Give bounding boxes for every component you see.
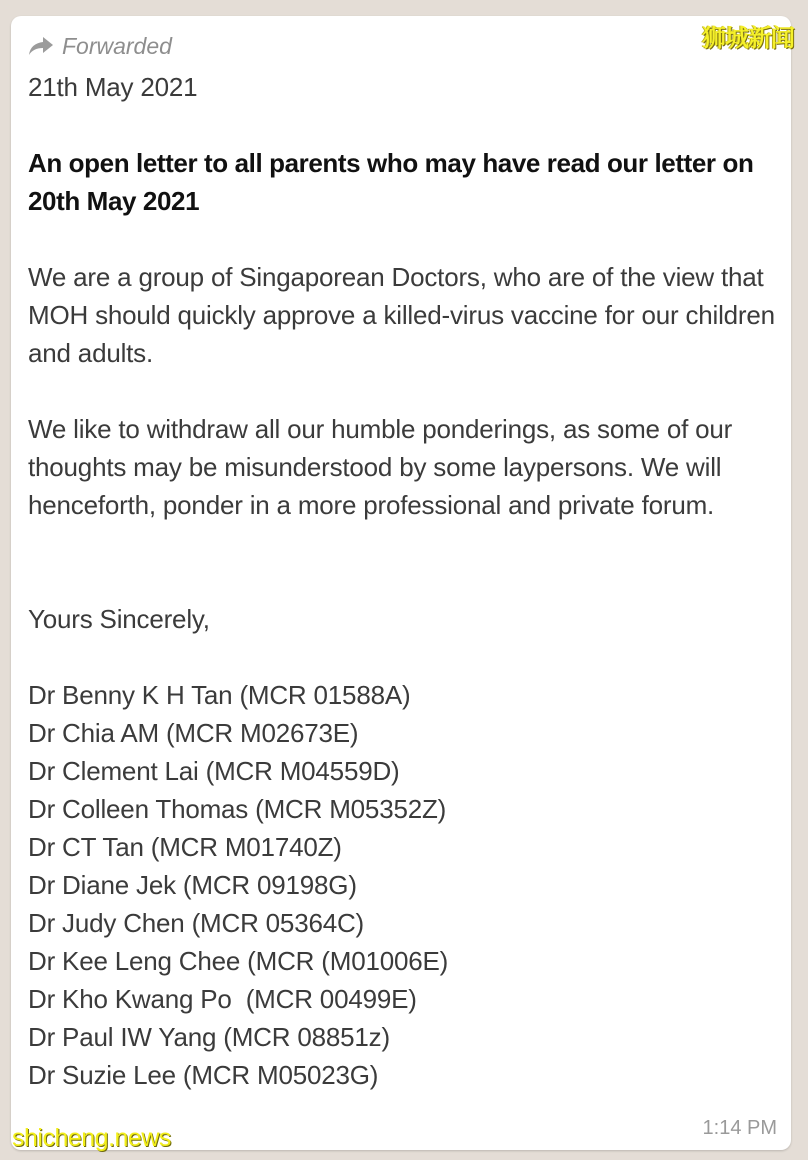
signatory: Dr Colleen Thomas (MCR M05352Z) [28, 794, 447, 824]
message-date: 21th May 2021 [28, 72, 198, 102]
signatory: Dr Judy Chen (MCR 05364C) [28, 908, 365, 938]
letter-title: An open letter to all parents who may have read our letter on 20th May 2021 [28, 148, 754, 216]
signatory-list [28, 676, 791, 1094]
signatory: Dr Diane Jek (MCR 09198G) [28, 870, 357, 900]
message-bubble[interactable] [11, 16, 791, 1150]
signoff: Yours Sincerely, [28, 604, 210, 634]
signatory: Dr Clement Lai (MCR M04559D) [28, 756, 400, 786]
paragraph-1: We are a group of Singaporean Doctors, who are of the view that MOH should quickly approve a killed-virus vaccine for our children and adults. [28, 262, 775, 368]
message-timestamp: 1:14 PM [702, 1117, 777, 1139]
signatory: Dr Suzie Lee (MCR M05023G) [28, 1060, 379, 1090]
signatory: Dr Paul IW Yang (MCR 08851z) [28, 1022, 390, 1052]
signatory: Dr CT Tan (MCR M01740Z) [28, 832, 342, 862]
signatory: Dr Chia AM (MCR M02673E) [28, 718, 359, 748]
signatory: Dr Benny K H Tan (MCR 01588A) [28, 680, 411, 710]
watermark-top-right: 狮城新闻 [702, 25, 794, 52]
signatory: Dr Kho Kwang Po (MCR 00499E) [28, 984, 417, 1014]
signatory: Dr Kee Leng Chee (MCR (M01006E) [28, 946, 449, 976]
forwarded-label [28, 30, 791, 62]
forward-arrow-icon [28, 36, 54, 56]
watermark-bottom-left: shicheng.news [12, 1124, 171, 1152]
forwarded-text: Forwarded [62, 32, 172, 59]
paragraph-2: We like to withdraw all our humble ponderings, as some of our thoughts may be misunderstood by some laypersons. We will henceforth, ponder in a more professional and private forum. [28, 414, 733, 520]
